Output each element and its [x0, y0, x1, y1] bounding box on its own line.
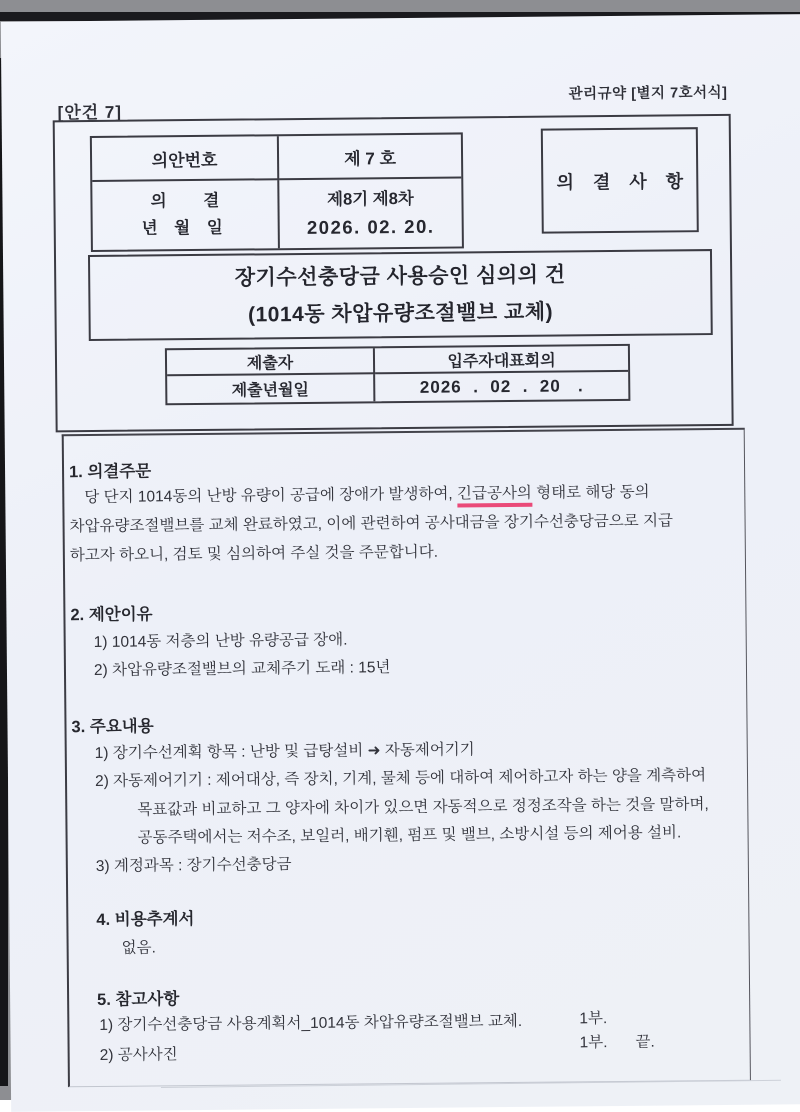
- section1-line2: 차압유량조절밸브를 교체 완료하였고, 이에 관련하여 공사대금을 장기수선충당금으로 지급: [69, 512, 674, 536]
- agenda-number-label: 의안번호: [92, 136, 279, 182]
- section5-item2-copies-line: [579, 1030, 654, 1053]
- section3-item1: 1) 장기수선계획 항목 : 난방 및 급탕설비 ➜ 자동제어기기: [94, 741, 475, 762]
- section5-item2: 2) 공사사진: [99, 1046, 178, 1064]
- resolution-date: 2026. 02. 20.: [306, 215, 435, 238]
- resolution-label-line1: 의 결: [150, 191, 220, 211]
- section5-item1-copies: 1부.: [579, 1010, 608, 1028]
- resolution-label-line2: 년 월 일: [141, 218, 229, 238]
- section1-heading: 1. 의결주문: [68, 462, 152, 482]
- section4-heading: 4. 비용추계서: [96, 910, 195, 929]
- section2-item2: 2) 차압유량조절밸브의 교체주기 도래 : 15년: [93, 659, 391, 679]
- session-number: 제8기 제8차: [327, 189, 414, 209]
- submitter-value: 입주자대표회의: [375, 346, 628, 374]
- section5-heading: 5. 참고사항: [97, 990, 180, 1009]
- agenda-title-line2: (1014동 차압유량조절밸브 교체): [247, 300, 554, 327]
- section3-heading: 3. 주요내용: [71, 717, 154, 737]
- section3-item2-line1: 2) 자동제어기기 : 제어대상, 즉 장치, 기계, 물체 등에 대하여 제어하고자 하는 양을 계측하여: [94, 767, 707, 790]
- decision-items-box: 의 결 사 항: [541, 127, 699, 234]
- section4-content: 없음.: [121, 939, 156, 957]
- resolution-date-label: [92, 180, 280, 250]
- section1-line1-after: 형태로 해당 동의: [531, 483, 650, 502]
- agenda-number-table: [90, 132, 464, 252]
- document-end-mark: 끝.: [635, 1033, 655, 1051]
- agenda-number-value: 제 7 호: [279, 134, 461, 180]
- section1-line3: 하고자 하오니, 검토 및 심의하여 주실 것을 주문합니다.: [69, 543, 439, 565]
- section3-item2-line3: 공동주택에서는 저수조, 보일러, 배기휀, 펌프 및 밸브, 소방시설 등의 제어용 설비.: [137, 824, 682, 847]
- agenda-item-tag: [안건 7]: [57, 102, 123, 123]
- document-page: [1, 14, 800, 1112]
- section3-item3: 3) 계정과목 : 장기수선충당금: [95, 856, 292, 875]
- section3-item2-line2: 목표값과 비교하고 그 양자에 차이가 있으면 자동적으로 정정조작을 하는 것을 말하며,: [137, 796, 709, 819]
- submission-table: [165, 344, 631, 405]
- section5-item1: 1) 장기수선충당금 사용계획서_1014동 차압유량조절밸브 교체.: [99, 1012, 523, 1034]
- emphasized-text-underlined: 긴급공사의: [457, 485, 532, 508]
- section5-item2-copies: 1부.: [579, 1034, 608, 1052]
- submission-date-value: 2026 . 02 . 20 .: [419, 375, 584, 397]
- section1-line1-before: 당 단지 1014동의 난방 유량이 공급에 장애가 발생하여,: [84, 485, 458, 507]
- submitter-label: 제출자: [167, 348, 375, 376]
- section2-heading: 2. 제안이유: [70, 605, 153, 625]
- submission-date-label: 제출년월일: [167, 374, 375, 403]
- resolution-date-value: [279, 178, 462, 248]
- agenda-title-line1: 장기수선충당금 사용승인 심의의 건: [234, 263, 566, 290]
- section2-item1: 1) 1014동 저층의 난방 유량공급 장애.: [93, 631, 348, 652]
- agenda-title-box: [88, 249, 713, 341]
- form-reference: 관리규약 [별지 7호서식]: [568, 84, 728, 103]
